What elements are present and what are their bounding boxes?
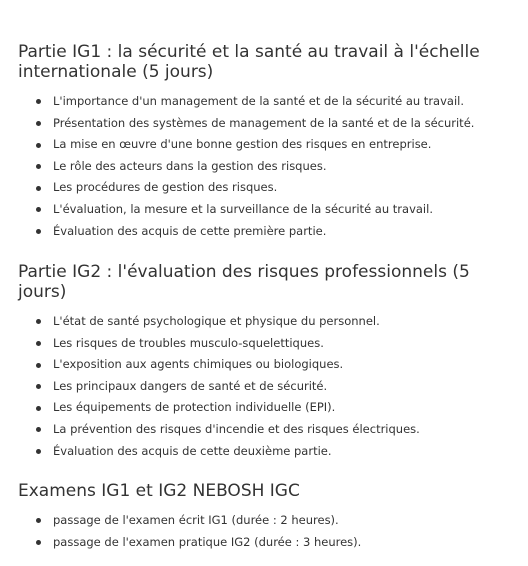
bullet-icon <box>36 427 41 432</box>
list-item-text: Évaluation des acquis de cette deuxième partie. <box>53 443 332 458</box>
list-item-text: L'évaluation, la mesure et la surveillance de la sécurité au travail. <box>53 201 433 216</box>
list-item <box>0 221 528 243</box>
list-item <box>0 311 528 333</box>
list-item <box>0 532 528 554</box>
list-item-text: L'importance d'un management de la santé et de la sécurité au travail. <box>53 94 464 108</box>
bullet-icon <box>36 540 41 545</box>
list-item <box>0 199 528 221</box>
list-item-text: Présentation des systèmes de management de la santé et de la sécurité. <box>53 115 475 130</box>
list-item-text: L'exposition aux agents chimiques ou biologiques. <box>53 357 344 372</box>
list-item-text: Les équipements de protection individuelle (EPI). <box>53 400 336 415</box>
list-item-text: Les principaux dangers de santé et de sécurité. <box>53 378 328 393</box>
bullet-icon <box>36 207 41 212</box>
list-item <box>0 333 528 355</box>
section-heading-exams: Examens IG1 et IG2 NEBOSH IGC <box>18 481 300 501</box>
bullet-icon <box>36 363 41 368</box>
list-item <box>0 419 528 441</box>
section-heading-ig2: Partie IG2 : l'évaluation des risques professionnels (5 jours) <box>18 262 470 302</box>
bullet-icon <box>36 406 41 411</box>
list-item <box>0 397 528 419</box>
list-item <box>0 156 528 178</box>
bullet-icon <box>36 384 41 389</box>
bullet-icon <box>36 319 41 324</box>
list-item <box>0 376 528 398</box>
bullet-icon <box>36 449 41 454</box>
list-item-text: La mise en œuvre d'une bonne gestion des risques en entreprise. <box>53 137 432 152</box>
bullet-list-ig1 <box>0 91 528 242</box>
bullet-icon <box>36 518 41 523</box>
list-item-text: L'état de santé psychologique et physique du personnel. <box>53 314 380 328</box>
list-item <box>0 177 528 199</box>
bullet-icon <box>36 186 41 191</box>
list-item-text: passage de l'examen écrit IG1 (durée : 2 heures). <box>53 513 339 527</box>
section-heading-ig1: Partie IG1 : la sécurité et la santé au travail à l'échelle internationale (5 jours) <box>18 42 480 82</box>
list-item <box>0 113 528 135</box>
list-item-text: Le rôle des acteurs dans la gestion des risques. <box>53 158 327 173</box>
list-item <box>0 134 528 156</box>
bullet-icon <box>36 341 41 346</box>
list-item <box>0 354 528 376</box>
list-item-text: Évaluation des acquis de cette première partie. <box>53 223 327 238</box>
list-item-text: passage de l'examen pratique IG2 (durée : 3 heures). <box>53 534 362 549</box>
bullet-list-ig2 <box>0 311 528 462</box>
list-item-text: Les procédures de gestion des risques. <box>53 180 278 195</box>
bullet-list-exams <box>0 510 528 553</box>
list-item-text: Les risques de troubles musculo-squelettiques. <box>53 335 324 350</box>
list-item-text: La prévention des risques d'incendie et des risques électriques. <box>53 421 420 436</box>
bullet-icon <box>36 121 41 126</box>
bullet-icon <box>36 143 41 148</box>
bullet-icon <box>36 229 41 234</box>
bullet-icon <box>36 99 41 104</box>
list-item <box>0 510 528 532</box>
list-item <box>0 91 528 113</box>
list-item <box>0 441 528 463</box>
bullet-icon <box>36 164 41 169</box>
